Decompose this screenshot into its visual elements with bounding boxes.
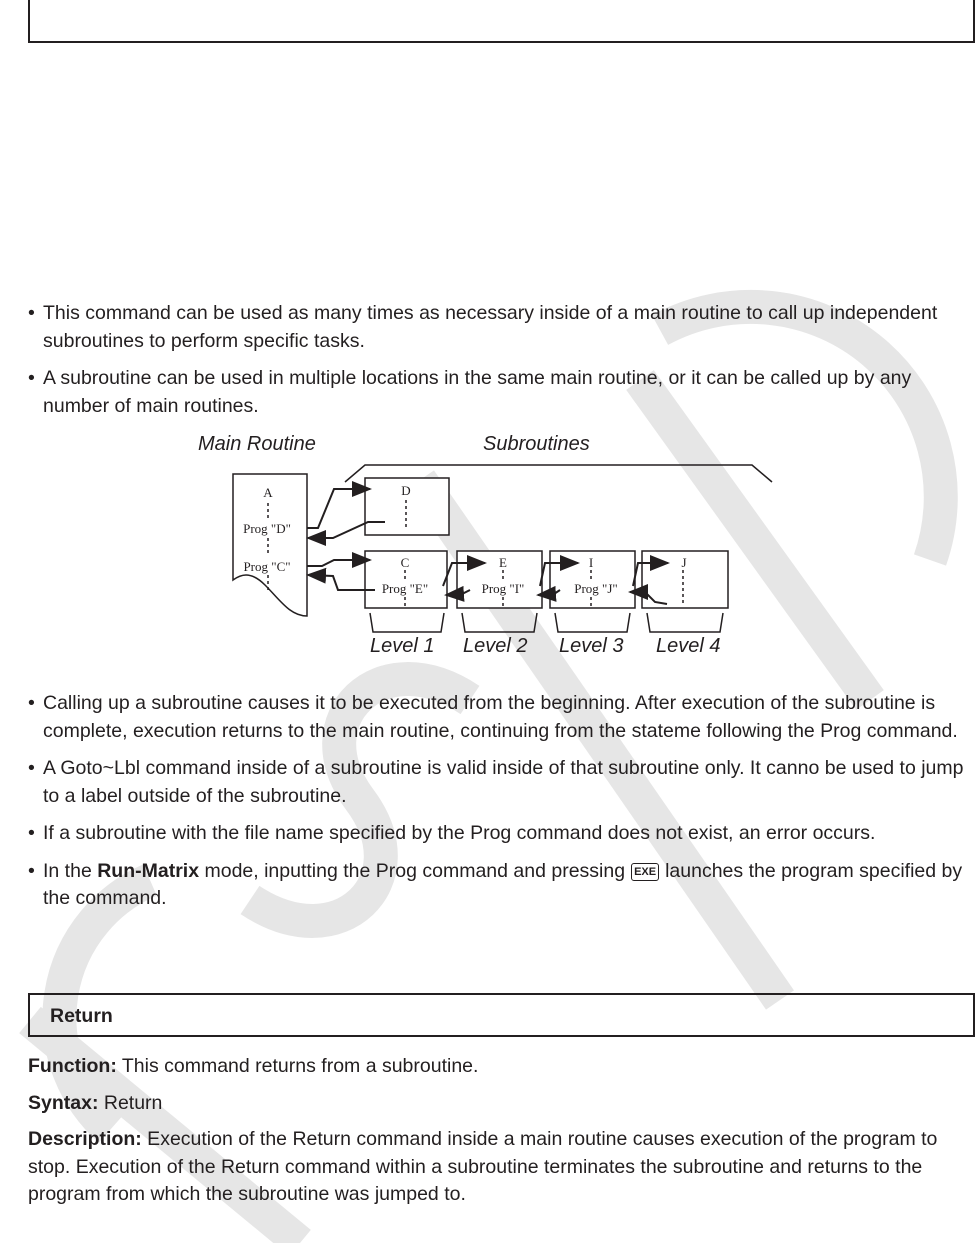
box-j-label: J xyxy=(681,555,687,570)
bullet-item-run-matrix: • In the Run-Matrix mode, inputting the Prog command and pressing EXE launches the program specified by the command. xyxy=(28,859,963,909)
function-label: Function: xyxy=(28,1055,117,1077)
description-paragraph xyxy=(28,1126,973,1209)
bullet-item: • This command can be used as many times as necessary inside of a main routine to call up independent subroutines to perform specific tasks. xyxy=(28,300,973,355)
exe-key-icon: EXE xyxy=(631,863,659,881)
box-d-label: D xyxy=(401,483,411,498)
bullet-text: Calling up a subroutine causes it to be executed from the beginning. After execution of the subroutine is complete, execution returns to the main routine, continuing from the stateme following the Prog command. xyxy=(43,692,958,742)
text: launches the program specified by the command. xyxy=(43,859,963,909)
function-text: This command returns from a subroutine. xyxy=(116,1055,479,1077)
box-i-label: I xyxy=(588,555,594,570)
bullets-bottom xyxy=(28,690,973,923)
level-4-label: Level 4 xyxy=(656,635,721,657)
description-text: Execution of the Return command inside a main routine causes execution of the program to stop. Execution of the Return command within a subroutine terminates the subroutine and returns to the program from which the subroutine was jumped to. xyxy=(28,1128,938,1205)
bullet-item: • A subroutine can be used in multiple locations in the same main routine, or it can be called up by any number of main routines. xyxy=(28,365,973,420)
text: In the xyxy=(43,859,98,882)
box-c-call: Prog "E" xyxy=(381,581,429,596)
run-matrix-mode: Run-Matrix xyxy=(97,859,200,882)
main-line-a: A xyxy=(263,485,273,500)
text: mode, inputting the Prog command and pressing xyxy=(199,859,626,882)
box-i-call: Prog "J" xyxy=(574,581,618,596)
return-body xyxy=(28,1053,973,1218)
syntax-paragraph xyxy=(28,1090,973,1118)
bullet-item: • Calling up a subroutine causes it to be executed from the beginning. After execution of the subroutine is complete, execution returns to the main routine, continuing from the stateme following the Prog command. xyxy=(28,690,973,745)
level-4-bracket xyxy=(647,613,723,632)
box-e-label: E xyxy=(499,555,507,570)
bullet-text: A subroutine can be used in multiple locations in the same main routine, or it can be called up by any number of main routines. xyxy=(43,367,912,417)
level-1-label: Level 1 xyxy=(370,635,435,657)
return-heading-box xyxy=(28,993,975,1037)
function-paragraph xyxy=(28,1053,973,1081)
level-1-bracket xyxy=(370,613,444,632)
level-3-bracket xyxy=(555,613,630,632)
level-2-bracket xyxy=(462,613,537,632)
syntax-label: Syntax: xyxy=(28,1091,99,1114)
bullet-item: • A Goto~Lbl command inside of a subroutine is valid inside of that subroutine only. It canno be used to jump to a label outside of the subroutine. xyxy=(28,755,973,810)
subroutines-label: Subroutines xyxy=(483,433,590,455)
box-e-call: Prog "I" xyxy=(481,581,525,596)
bullet-item: • If a subroutine with the file name specified by the Prog command does not exist, an error occurs. xyxy=(28,820,973,848)
syntax-text: Return xyxy=(98,1091,163,1114)
level-3-label: Level 3 xyxy=(559,635,624,657)
box-c-label: C xyxy=(400,555,410,570)
bullet-text: A Goto~Lbl command inside of a subroutine is valid inside of that subroutine only. It canno be used to jump to a label outside of the subroutine. xyxy=(43,757,964,807)
description-label: Description: xyxy=(28,1128,142,1150)
bullet-text: If a subroutine with the file name specified by the Prog command does not exist, an error occurs. xyxy=(43,822,876,844)
bullet-text: This command can be used as many times as necessary inside of a main routine to call up independent subroutines to perform specific tasks. xyxy=(43,302,938,352)
main-line-prog-d: Prog "D" xyxy=(243,521,291,536)
main-line-prog-c: Prog "C" xyxy=(243,559,291,574)
main-routine-label: Main Routine xyxy=(198,433,316,455)
return-heading: Return xyxy=(50,1005,113,1027)
level-2-label: Level 2 xyxy=(463,635,528,657)
